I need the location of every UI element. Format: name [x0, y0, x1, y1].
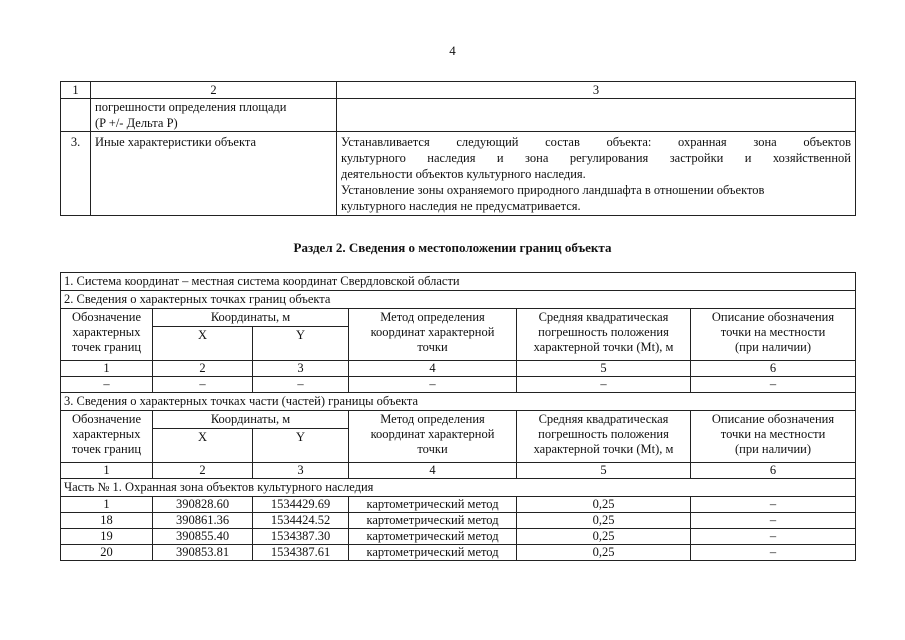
error-header: Средняя квадратическая погрешность положения характерной точки (Mt), м [517, 309, 691, 361]
point-id: 1 [61, 497, 153, 513]
part-title: Часть № 1. Охранная зона объектов культурного наследия [61, 479, 856, 497]
header-cell: 2 [91, 82, 337, 99]
table-row [61, 273, 856, 291]
table-row [61, 99, 856, 132]
table-header-row [61, 309, 856, 327]
row-number: 3. [61, 132, 91, 216]
table-row: – – – – – – [61, 377, 856, 393]
coord-system: 1. Система координат – местная система координат Свердловской области [61, 273, 856, 291]
section-title: 2. Сведения о характерных точках границ объекта [61, 291, 856, 309]
point-method: картометрический метод [349, 529, 517, 545]
method-header: Метод определения координат характерной точки [349, 309, 517, 361]
point-y: 1534429.69 [253, 497, 349, 513]
table-row [61, 545, 856, 561]
point-mt: 0,25 [517, 545, 691, 561]
section-heading: Раздел 2. Сведения о местоположении границ объекта [293, 240, 612, 255]
header-cell: 1 [61, 82, 91, 99]
table-row [61, 291, 856, 309]
point-y: 1534387.30 [253, 529, 349, 545]
point-method: картометрический метод [349, 497, 517, 513]
x-header: X [153, 429, 253, 463]
column-numbers-row: 1 2 3 4 5 6 [61, 463, 856, 479]
characteristics-table [60, 81, 856, 216]
method-header: Метод определения координат характерной точки [349, 411, 517, 463]
description-header: Описание обозначения точки на местности (при наличии) [691, 309, 856, 361]
point-method: картометрический метод [349, 545, 517, 561]
y-header: Y [253, 327, 349, 361]
coords-header: Координаты, м [153, 309, 349, 327]
error-header: Средняя квадратическая погрешность положения характерной точки (Mt), м [517, 411, 691, 463]
table-row [61, 479, 856, 497]
coords-header: Координаты, м [153, 411, 349, 429]
section-title: 3. Сведения о характерных точках части (частей) границы объекта [61, 393, 856, 411]
point-desc: – [691, 513, 856, 529]
column-numbers-row: 1 2 3 4 5 6 [61, 361, 856, 377]
header-cell: 3 [337, 82, 856, 99]
table-row [61, 393, 856, 411]
point-id: 20 [61, 545, 153, 561]
point-y: 1534387.61 [253, 545, 349, 561]
point-mt: 0,25 [517, 529, 691, 545]
point-x: 390853.81 [153, 545, 253, 561]
designation-header: Обозначение характерных точек границ [61, 309, 153, 361]
table-header-row [61, 411, 856, 429]
point-id: 19 [61, 529, 153, 545]
table-row [61, 132, 856, 216]
table-row [61, 497, 856, 513]
point-y: 1534424.52 [253, 513, 349, 529]
y-header: Y [253, 429, 349, 463]
point-x: 390861.36 [153, 513, 253, 529]
description-header: Описание обозначения точки на местности (при наличии) [691, 411, 856, 463]
point-x: 390828.60 [153, 497, 253, 513]
designation-header: Обозначение характерных точек границ [61, 411, 153, 463]
point-mt: 0,25 [517, 513, 691, 529]
table-header-row [61, 82, 856, 99]
point-desc: – [691, 545, 856, 561]
x-header: X [153, 327, 253, 361]
row-label: Иные характеристики объекта [91, 132, 337, 216]
table-row [61, 529, 856, 545]
table-row [61, 513, 856, 529]
page-number: 4 [449, 43, 456, 58]
point-desc: – [691, 529, 856, 545]
point-id: 18 [61, 513, 153, 529]
coordinates-table [60, 272, 856, 561]
point-x: 390855.40 [153, 529, 253, 545]
row-text: Устанавливается следующий состав объекта: охранная зона объектов культурного наследия и зона регулирования застройки и хозяйственной деятельности объектов культурного наследия. Установление зоны охраняемого природного ландшафта в отношении объектов культурного наследия не предусматривается. [337, 132, 856, 216]
point-mt: 0,25 [517, 497, 691, 513]
point-desc: – [691, 497, 856, 513]
row-label: погрешности определения площади (P +/- Дельта P) [91, 99, 337, 132]
point-method: картометрический метод [349, 513, 517, 529]
